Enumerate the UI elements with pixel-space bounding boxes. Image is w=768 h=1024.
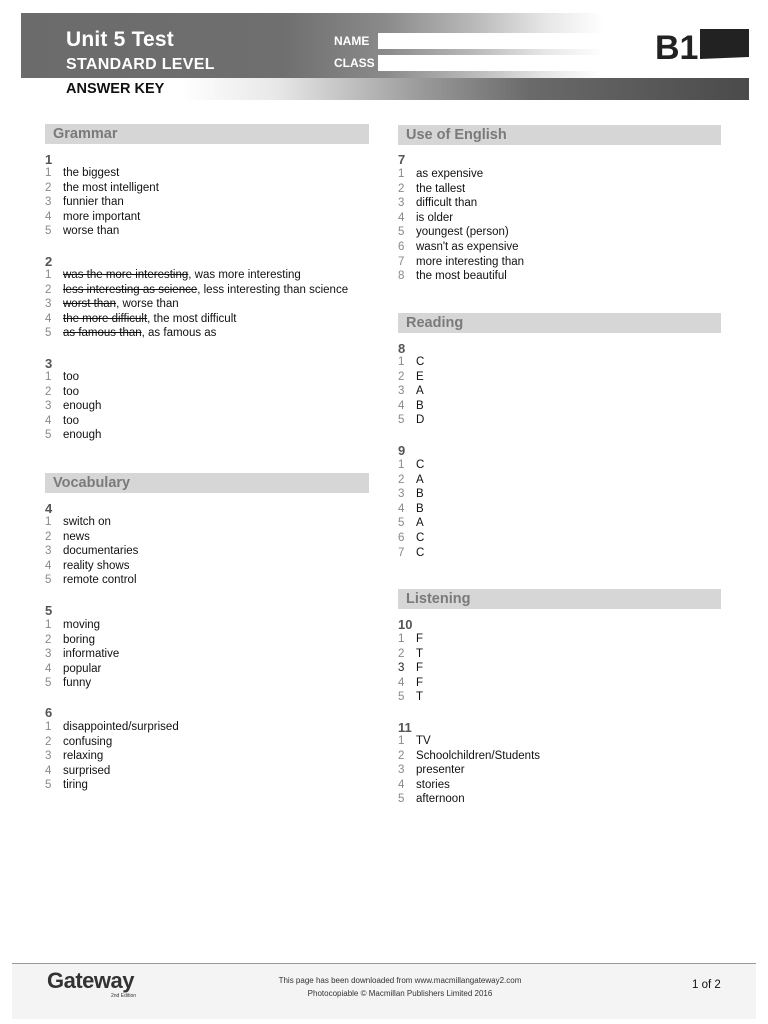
item-number: 6 — [398, 240, 405, 253]
list-item — [45, 297, 348, 312]
answer-text: tiring — [63, 779, 88, 792]
list-item — [398, 546, 424, 561]
question-number: 2 — [45, 254, 53, 269]
incorrect-text: less interesting as science — [63, 283, 198, 296]
list-item — [398, 182, 524, 197]
list-item — [45, 195, 159, 210]
item-number: 1 — [45, 269, 52, 281]
answer-text: T — [416, 691, 424, 704]
answer-list-q7 — [398, 167, 524, 284]
item-number: 4 — [45, 764, 52, 777]
item-number: 4 — [398, 211, 405, 224]
section-use-of-english: Use of English — [398, 125, 721, 145]
answer-text: popular — [63, 662, 102, 675]
list-item — [398, 458, 424, 473]
item-number: 3 — [45, 196, 52, 209]
list-item — [45, 647, 119, 662]
item-number: 4 — [45, 662, 52, 675]
item-number: 5 — [45, 429, 52, 442]
item-number: 3 — [398, 764, 405, 777]
answer-list-q3 — [45, 370, 101, 443]
item-number: 4 — [398, 399, 405, 412]
item-number: 1 — [45, 516, 52, 528]
item-number: 1 — [45, 167, 52, 179]
item-number: 7 — [398, 255, 405, 268]
level-badge-text: B1 — [655, 29, 699, 62]
answer-text: presenter — [416, 764, 465, 777]
list-item — [398, 370, 424, 385]
answer-text: enough — [63, 429, 102, 442]
item-number: 2 — [45, 385, 52, 398]
answer-text: funny — [63, 677, 92, 690]
test-title: Unit 5 Test — [66, 28, 174, 51]
item-number: 1 — [398, 356, 405, 368]
item-number: 5 — [45, 225, 52, 238]
answer-text: worse than — [63, 225, 120, 238]
item-number: 5 — [398, 414, 405, 427]
item-number: 3 — [45, 298, 52, 311]
item-number: 2 — [398, 749, 405, 762]
answer-text: relaxing — [63, 750, 104, 763]
answer-text: documentaries — [63, 545, 139, 558]
answer-text: C — [416, 531, 425, 544]
answer-text: afternoon — [416, 793, 465, 806]
answer-text: more interesting than — [416, 255, 525, 268]
list-item — [398, 211, 524, 226]
item-number: 4 — [45, 210, 52, 223]
item-number: 5 — [45, 574, 52, 587]
list-item — [398, 355, 424, 370]
incorrect-text: the more difficult — [63, 312, 148, 325]
item-number: 5 — [398, 226, 405, 239]
item-number: 1 — [398, 735, 405, 747]
question-number: 3 — [45, 356, 53, 371]
answer-text: TV — [416, 735, 431, 747]
item-number: 3 — [45, 400, 52, 413]
list-item — [398, 255, 524, 270]
list-item — [45, 573, 138, 588]
section-grammar: Grammar — [45, 124, 369, 144]
answer-text: difficult than — [416, 197, 478, 210]
answer-text: C — [416, 546, 425, 559]
item-number: 4 — [398, 778, 405, 791]
section-listening: Listening — [398, 589, 721, 609]
list-item — [398, 384, 424, 399]
list-item — [398, 196, 524, 211]
item-number: 4 — [398, 676, 405, 689]
copyright-notice: Photocopiable © Macmillan Publishers Limited 2016 — [307, 989, 493, 998]
item-number: 2 — [398, 473, 405, 486]
answer-text: surprised — [63, 764, 111, 777]
list-item — [398, 399, 424, 414]
answer-text: F — [416, 633, 424, 645]
answer-text: , was more interesting — [188, 269, 301, 281]
list-item — [45, 544, 138, 559]
footer-divider — [12, 963, 756, 964]
list-item — [45, 428, 101, 443]
gateway-logo: Gateway — [47, 968, 134, 993]
list-item — [398, 749, 540, 764]
answer-text: wasn't as expensive — [416, 240, 519, 253]
section-reading: Reading — [398, 313, 721, 333]
list-item — [398, 690, 423, 705]
list-item — [45, 735, 179, 750]
answer-list-q6 — [45, 720, 179, 793]
class-field[interactable] — [378, 55, 624, 71]
list-item — [398, 531, 424, 546]
list-item — [45, 749, 179, 764]
item-number: 5 — [398, 517, 405, 530]
list-item — [45, 224, 159, 239]
section-vocabulary: Vocabulary — [45, 473, 369, 493]
name-field[interactable] — [378, 33, 624, 49]
list-item — [45, 720, 179, 735]
answer-text: C — [416, 459, 425, 471]
item-number: 4 — [45, 559, 52, 572]
answer-text: stories — [416, 778, 450, 791]
item-number: 5 — [45, 677, 52, 690]
answer-list-q8 — [398, 355, 424, 428]
list-item — [45, 399, 101, 414]
list-item — [45, 633, 119, 648]
answer-text: too — [63, 371, 79, 383]
item-number: 5 — [45, 779, 52, 792]
item-number: 3 — [398, 197, 405, 210]
answer-list-q4 — [45, 515, 138, 588]
list-item — [398, 632, 423, 647]
answer-text: disappointed/surprised — [63, 721, 179, 733]
answer-list-q11 — [398, 734, 540, 807]
answer-text: informative — [63, 648, 120, 661]
list-item — [45, 618, 119, 633]
answer-text: B — [416, 488, 424, 501]
list-item — [45, 181, 159, 196]
list-item — [45, 559, 138, 574]
list-item — [398, 487, 424, 502]
item-number: 5 — [398, 691, 405, 704]
list-item — [45, 778, 179, 793]
list-item — [398, 661, 423, 676]
item-number: 1 — [398, 459, 405, 471]
answer-text: B — [416, 399, 424, 412]
answer-text: is older — [416, 211, 454, 224]
answer-text: confusing — [63, 735, 113, 748]
answer-text: more important — [63, 210, 141, 223]
question-number: 9 — [398, 443, 406, 458]
item-number: 8 — [398, 270, 405, 283]
download-notice: This page has been downloaded from www.macmillangateway2.com — [278, 976, 522, 985]
item-number: 2 — [45, 181, 52, 194]
item-number: 1 — [45, 619, 52, 631]
answer-text: D — [416, 414, 425, 427]
list-item — [45, 530, 138, 545]
list-item — [398, 167, 524, 182]
answer-text: enough — [63, 400, 102, 413]
incorrect-text: as famous than — [63, 327, 142, 340]
answer-text: , less interesting than science — [197, 283, 349, 296]
answer-text: news — [63, 530, 90, 543]
answer-list-q9 — [398, 458, 424, 560]
item-number: 1 — [398, 168, 405, 180]
answer-text: , worse than — [116, 298, 179, 311]
list-item — [45, 312, 348, 327]
answer-text: A — [416, 385, 424, 398]
list-item — [45, 764, 179, 779]
item-number: 2 — [398, 370, 405, 383]
answer-text: the biggest — [63, 167, 120, 179]
list-item — [45, 676, 119, 691]
answer-text: too — [63, 414, 79, 427]
list-item — [45, 515, 138, 530]
item-number: 5 — [398, 793, 405, 806]
page-number: 1 of 2 — [692, 979, 721, 991]
answer-list-q5 — [45, 618, 119, 691]
answer-text: youngest (person) — [416, 226, 509, 239]
answer-list-q2 — [45, 268, 348, 341]
answer-list-q10 — [398, 632, 423, 705]
question-number: 6 — [45, 705, 53, 720]
list-item — [45, 326, 348, 341]
item-number: 2 — [45, 735, 52, 748]
question-number: 1 — [45, 152, 53, 167]
answer-text: F — [416, 662, 424, 675]
answer-text: boring — [63, 633, 95, 646]
list-item — [398, 225, 524, 240]
list-item — [398, 502, 424, 517]
answer-text: too — [63, 385, 79, 398]
list-item — [45, 414, 101, 429]
answer-text: switch on — [63, 516, 111, 528]
item-number: 1 — [398, 633, 405, 645]
item-number: 1 — [45, 371, 52, 383]
answer-text: moving — [63, 619, 101, 631]
answer-text: , as famous as — [141, 327, 217, 340]
item-number: 3 — [45, 750, 52, 763]
answer-text: Schoolchildren/Students — [416, 749, 541, 762]
item-number: 2 — [398, 647, 405, 660]
answer-text: C — [416, 356, 425, 368]
answer-text: F — [416, 676, 424, 689]
list-item — [45, 385, 101, 400]
item-number: 3 — [398, 488, 405, 501]
answer-list-q1 — [45, 166, 159, 239]
answer-text: remote control — [63, 574, 137, 587]
list-item — [398, 473, 424, 488]
list-item — [45, 268, 348, 283]
item-number: 3 — [45, 545, 52, 558]
answer-key-label: ANSWER KEY — [66, 81, 165, 97]
answer-text: funnier than — [63, 196, 124, 209]
item-number: 2 — [45, 530, 52, 543]
question-number: 10 — [398, 617, 413, 632]
item-number: 3 — [398, 662, 405, 675]
level-badge — [652, 29, 749, 62]
list-item — [398, 778, 540, 793]
list-item — [398, 676, 423, 691]
item-number: 2 — [45, 633, 52, 646]
item-number: 4 — [398, 502, 405, 515]
item-number: 3 — [398, 385, 405, 398]
item-number: 2 — [398, 182, 405, 195]
list-item — [398, 269, 524, 284]
question-number: 4 — [45, 501, 53, 516]
item-number: 6 — [398, 531, 405, 544]
question-number: 8 — [398, 341, 406, 356]
edition-label: 2nd Edition — [111, 993, 137, 999]
item-number: 1 — [45, 721, 52, 733]
answer-text: T — [416, 647, 424, 660]
list-item — [45, 210, 159, 225]
list-item — [45, 283, 348, 298]
item-number: 5 — [45, 327, 52, 340]
class-label: CLASS — [334, 56, 375, 70]
list-item — [45, 166, 159, 181]
list-item — [398, 413, 424, 428]
item-number: 2 — [45, 283, 52, 296]
item-number: 4 — [45, 312, 52, 325]
item-number: 3 — [45, 648, 52, 661]
incorrect-text: worst than — [63, 298, 117, 311]
incorrect-text: was the more interesting — [63, 269, 189, 281]
list-item — [398, 763, 540, 778]
question-number: 7 — [398, 152, 406, 167]
answer-text: B — [416, 502, 424, 515]
question-number: 5 — [45, 603, 53, 618]
list-item — [398, 792, 540, 807]
list-item — [45, 662, 119, 677]
answer-text: the most intelligent — [63, 181, 159, 194]
answer-text: the most beautiful — [416, 270, 507, 283]
list-item — [398, 240, 524, 255]
answer-text: reality shows — [63, 559, 130, 572]
answer-text: the tallest — [416, 182, 466, 195]
list-item — [45, 370, 101, 385]
test-level: STANDARD LEVEL — [66, 56, 215, 73]
answer-text: A — [416, 517, 424, 530]
list-item — [398, 516, 424, 531]
item-number: 7 — [398, 546, 405, 559]
answer-text: E — [416, 370, 424, 383]
answer-text: as expensive — [416, 168, 484, 180]
question-number: 11 — [398, 720, 412, 735]
answer-text: , the most difficult — [147, 312, 237, 325]
answer-text: A — [416, 473, 424, 486]
list-item — [398, 734, 540, 749]
item-number: 4 — [45, 414, 52, 427]
name-label: NAME — [334, 34, 370, 48]
list-item — [398, 647, 423, 662]
